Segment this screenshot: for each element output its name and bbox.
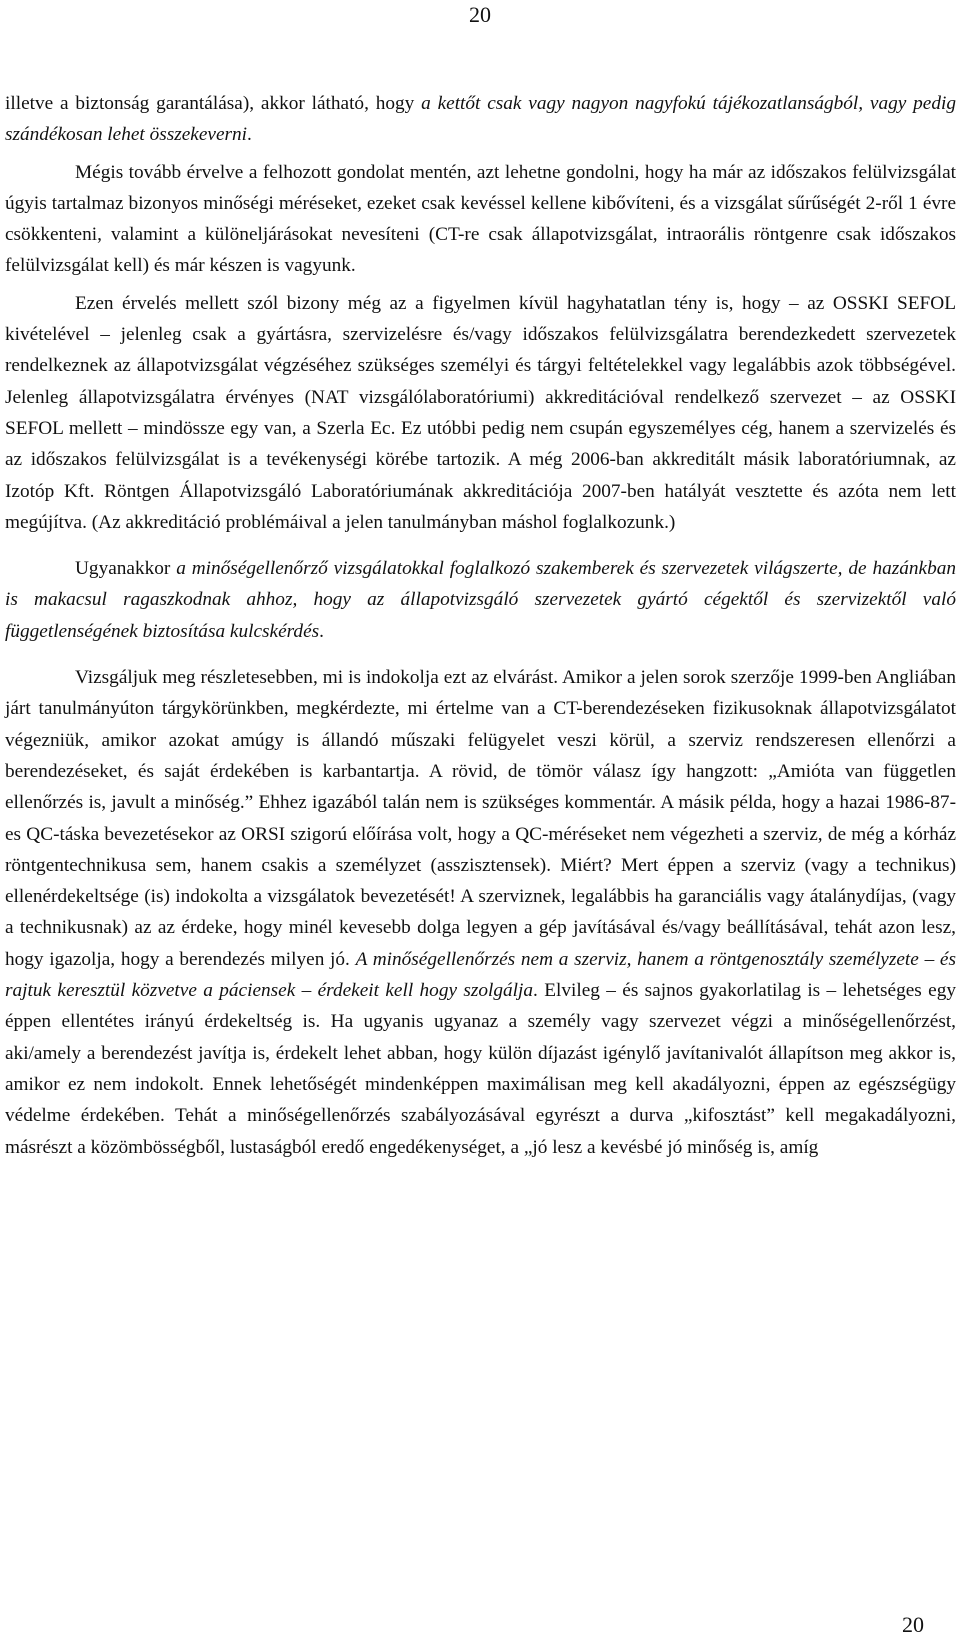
page-number-top: 20 [469,2,491,27]
body-text [5,88,956,1163]
paragraph-4-italic-1: a minőségellenőrző vizsgálatokkal foglalkozó szakemberek és szervezetek világszerte, de hazánkban is makacsul ragaszkodnak ahhoz, hogy az állapotvizsgáló szervezetek gyártó cégektől és szervizektől való függetlenségének biztosítása kulcskérdés [5,558,956,642]
page-number-bottom: 20 [902,1612,924,1637]
paragraph-4-text-2: . [319,620,324,642]
paragraph-5-text-2: . Elvileg – és sajnos gyakorlatilag is – lehetséges egy éppen ellentétes irányú érdekeltség is. Ha ugyanis ugyanaz a személy vagy szervezet végzi a minőségellenőrzést, aki/amely a berendezést javítja is, érdekelt lehet abban, hogy külön díjazást igénylő javítanivalót állapítson meg akkor is, amikor ez nem indokolt. Ennek lehetőségét mindenképpen maximálisan meg kell akadályozni, éppen az egészségügy védelme érdekében. Tehát a minőségellenőrzés szabályozásával egyrészt a durva „kifosztást” kell megakadályozni, másrészt a közömbösségből, lustaságból eredő engedékenységet, a „jó lesz a kevésbé jó minőség is, amíg [5,980,956,1158]
paragraph-5-text-1: Vizsgáljuk meg részletesebben, mi is indokolja ezt az elvárást. Amikor a jelen sorok szerzője 1999-ben Angliában járt tanulmányúton tárgykörünkben, megkérdezte, mi értelme van a CT-berendezéseken fizikusoknak állapotvizsgálatot végezniük, amikor azokat amúgy is állandó műszaki felügyelet veszi körül, a szerviz rendszeresen ellenőrzi a berendezéseket, és saját érdekében is karbantartja. A rövid, de tömör válasz így hangzott: „Amióta van független ellenőrzés is, javult a minőség.” Ehhez igazából talán nem is szükséges kommentár. A másik példa, hogy a hazai 1986-87-es QC-táska bevezetésekor az ORSI szigorú előírása volt, hogy a QC-méréseket nem végezheti a szerviz, de még a kórház röntgentechnikusa sem, hanem csakis a személyzet (asszisztensek). Miért? Mert éppen a szerviz (vagy a technikus) ellenérdekeltsége (is) indokolta a vizsgálatok bevezetését! A szerviznek, legalábbis ha garanciális vagy átalánydíjas, (vagy a technikusnak) az az érdeke, hogy minél kevesebb dolga legyen a gép javításával és/vagy beállításával, tehát azon lesz, hogy igazolja, hogy a berendezés milyen jó. [5,667,956,970]
paragraph-1-italic-1: a kettőt csak vagy nagyon nagyfokú tájékozatlanságból, vagy pedig szándékosan lehet összekeverni [5,93,956,146]
paragraph-5-italic-1: A minőségellenőrzés nem a szerviz, hanem a röntgenosztály személyzete – és rajtuk keresztül közvetve a páciensek – érdekeit kell hogy szolgálja [5,948,956,1002]
paragraph-1-text-1: illetve a biztonság garantálása), akkor látható, hogy [5,93,422,114]
paragraph-1-text-2: . [247,124,252,146]
paragraph-3-text-1: Ezen érvelés mellett szól bizony még az a figyelmen kívül hagyhatatlan tény is, hogy – az OSSKI SEFOL kivételével – jelenleg csak a gyártásra, szervizelésre és/vagy időszakos felülvizsgálatra berendezkedett szervezetek rendelkeznek az állapotvizsgálat végzéséhez szükséges személyi és tárgyi feltételekkel vagy legalábbis azok többségével. Jelenleg állapotvizsgálatra érvényes (NAT vizsgálólaboratóriumi) akkreditációval rendelkező szervezet – az OSSKI SEFOL mellett – mindössze egy van, a Szerla Ec. Ez utóbbi pedig nem csupán egyszemélyes cég, hanem a szervizelés és az időszakos felülvizsgálat is a tevékenységi körébe tartozik. A még 2006-ban akkreditált másik laboratóriumnak, az Izotóp Kft. Röntgen Állapotvizsgáló Laboratóriumának akkreditációja 2007-ben hatályát vesztette és azóta nem lett megújítva. (Az akkreditáció problémáival a jelen tanulmányban máshol foglalkozunk.) [5,292,956,533]
paragraph-5 [5,662,956,1163]
paragraph-2-text-1: Mégis tovább érvelve a felhozott gondolat mentén, azt lehetne gondolni, hogy ha már az időszakos felülvizsgálat úgyis tartalmaz bizonyos minőségi méréseket, ezeket csak kevéssel kellene kibővíteni, és a vizsgálat sűrűségét 2-ről 1 évre csökkenteni, valamint a különeljárásokat nevesíteni (CT-re csak állapotvizsgálat, intraorális röntgenre csak időszakos felülvizsgálat kell) és már készen is vagyunk. [5,161,956,277]
paragraph-4 [5,553,956,647]
paragraph-3 [5,288,956,538]
paragraph-2 [5,157,956,282]
paragraph-4-text-1: Ugyanakkor [75,558,177,580]
paragraph-1 [5,88,956,151]
